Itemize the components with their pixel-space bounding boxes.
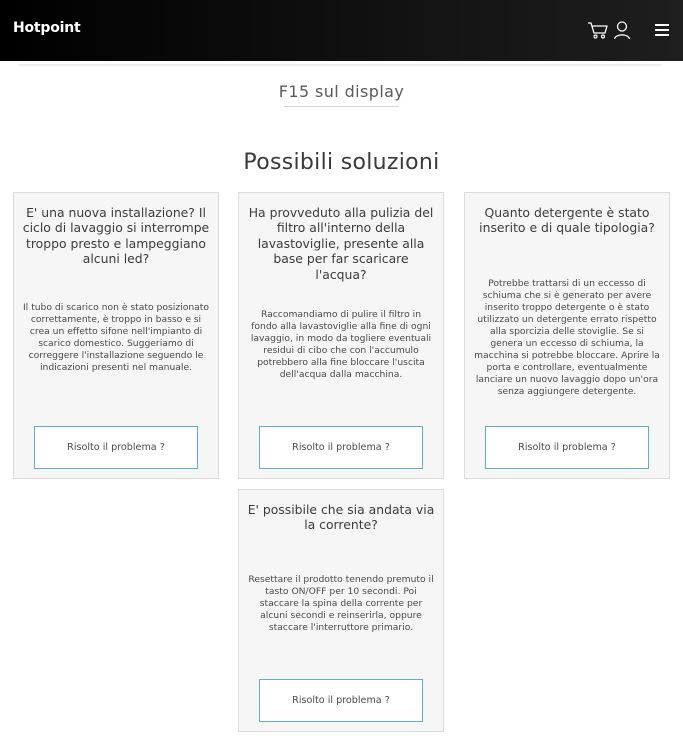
card-question: E' una nuova installazione? Il ciclo di lavaggio si interrompe troppo presto e lampeggiano alcuni led? (22, 205, 210, 267)
card-answer: Resettare il prodotto tenendo premuto il tasto ON/OFF per 10 secondi. Poi staccare la spina della corrente per alcuni secondi e reinserirla, oppure staccare l'interruttore primario. (248, 574, 434, 633)
section-title: Possibili soluzioni (243, 150, 440, 175)
solution-card-1 (13, 192, 219, 479)
solution-card-4 (238, 489, 444, 732)
card-question: Quanto detergente è stato inserito e di quale tipologia? (479, 205, 655, 236)
card-question: Ha provveduto alla pulizia del filtro all'interno della lavastoviglie, presente alla base per far scaricare l'acqua? (248, 205, 434, 282)
solved-problem-button[interactable]: Risolto il problema ? (259, 426, 423, 469)
solved-problem-button[interactable]: Risolto il problema ? (485, 426, 649, 469)
error-code-underline (284, 106, 399, 107)
solution-card-2 (238, 192, 444, 479)
header-divider (18, 61, 662, 65)
solved-problem-button[interactable]: Risolto il problema ? (34, 426, 198, 469)
error-code-title: F15 sul display (278, 82, 405, 101)
cart-icon[interactable] (587, 19, 609, 41)
user-icon[interactable] (611, 19, 633, 41)
card-answer: Raccomandiamo di pulire il filtro in fondo alla lavastoviglie alla fine di ogni lavaggio, in modo da togliere eventuali residui di cibo che con l'accumulo potrebbero alla fine bloccare l'uscita dell'acqua dalla macchina. (250, 309, 432, 380)
solved-problem-button[interactable]: Risolto il problema ? (259, 679, 423, 722)
solution-card-3 (464, 192, 670, 479)
menu-icon[interactable] (654, 22, 670, 38)
card-question: E' possibile che sia andata via la corrente? (247, 502, 435, 533)
card-answer: Potrebbe trattarsi di un eccesso di schiuma che si è generato per avere inserito troppo detergente o è stato utilizzato un detergente errato rispetto alla sporcizia delle stoviglie. Se si genera un eccesso di schiuma, la macchina si potrebbe bloccare. Aprire la porta e controllare, eventualmente lanciare un nuovo lavaggio dopo un'ora senza aggiungere detergente. (474, 278, 660, 397)
site-header (0, 0, 683, 61)
card-answer: Il tubo di scarico non è stato posizionato correttamente, è troppo in basso e si crea un effetto sifone nell'impianto di scarico domestico. Suggeriamo di correggere l'installazione seguendo le indicazioni presenti nel manuale. (22, 302, 210, 373)
hotpoint-logo[interactable]: Hotpoint (13, 20, 81, 36)
